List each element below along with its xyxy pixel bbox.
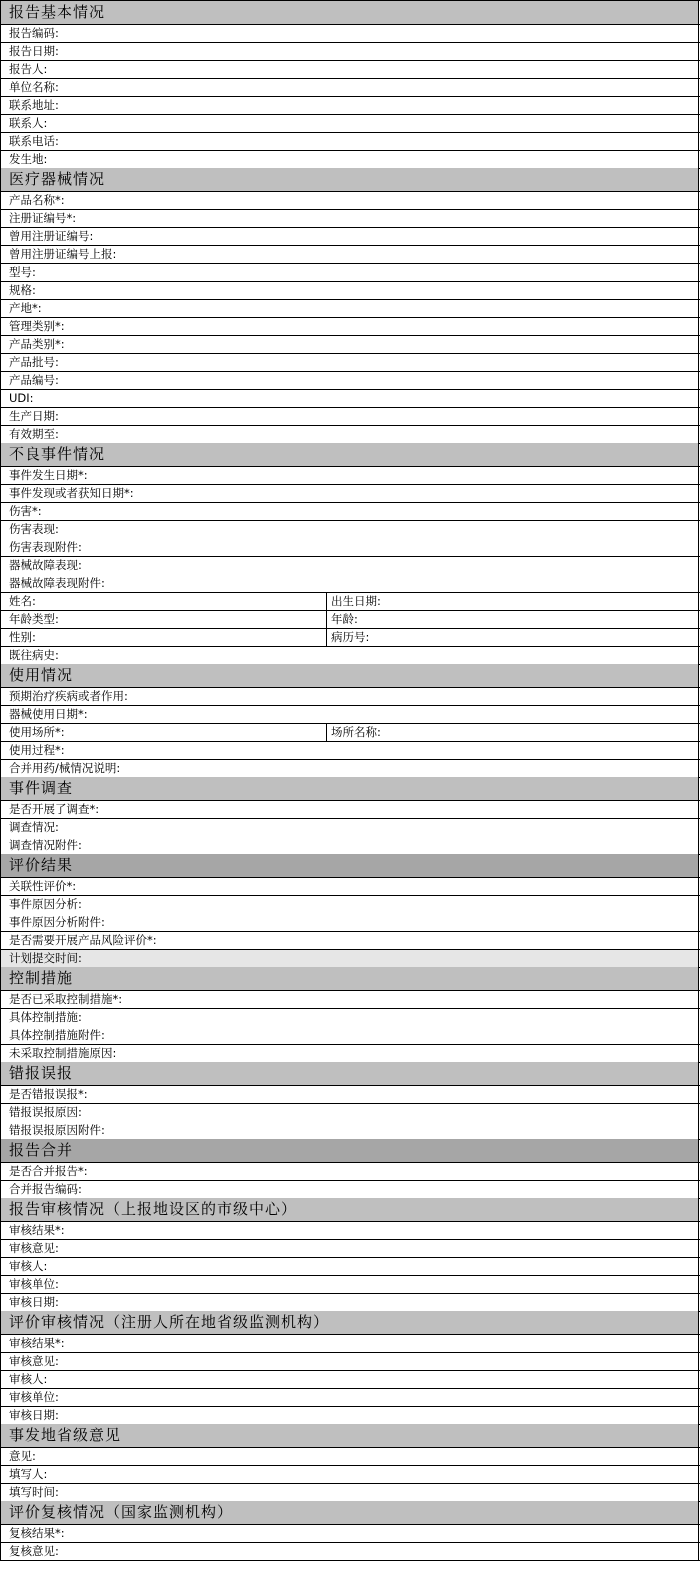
field-label: 产品批号: xyxy=(9,355,59,369)
field-label: 器械故障表现附件: xyxy=(9,576,105,590)
form-row xyxy=(1,133,698,150)
field-label: 事件原因分析: xyxy=(9,897,82,911)
form-row xyxy=(1,819,698,836)
field-label-right: 病历号: xyxy=(331,630,370,644)
field-label: 事件发生日期*: xyxy=(9,468,88,482)
form-row xyxy=(1,354,698,371)
field-label: 具体控制措施附件: xyxy=(9,1028,105,1042)
form-row xyxy=(1,1525,698,1542)
column-divider xyxy=(0,0,1,1561)
section-header xyxy=(1,1,698,24)
field-label: 姓名: xyxy=(9,594,36,608)
field-label: 关联性评价*: xyxy=(9,879,77,893)
form-row xyxy=(1,1294,698,1311)
column-divider xyxy=(698,0,699,1561)
field-label: 既往病史: xyxy=(9,648,59,662)
field-label: 报告人: xyxy=(9,62,48,76)
field-label: 伤害*: xyxy=(9,504,42,518)
form-row xyxy=(1,485,698,502)
form-row xyxy=(1,932,698,949)
form-row xyxy=(1,264,698,281)
form-row xyxy=(1,467,698,484)
form-row xyxy=(1,282,698,299)
form-row xyxy=(1,408,698,425)
field-label: 复核意见: xyxy=(9,1544,59,1558)
form-row xyxy=(1,896,698,913)
section-title: 评价结果 xyxy=(9,856,74,874)
form-row xyxy=(1,43,698,60)
field-label: 错报误报原因附件: xyxy=(9,1123,105,1137)
section-title: 医疗器械情况 xyxy=(9,170,106,188)
field-label: 审核日期: xyxy=(9,1295,59,1309)
field-label: 有效期至: xyxy=(9,427,59,441)
field-label: 使用场所*: xyxy=(9,725,65,739)
form-row xyxy=(1,1222,698,1239)
section-title: 使用情况 xyxy=(9,666,74,684)
section-header xyxy=(1,443,698,466)
form-row xyxy=(1,647,698,664)
form-row xyxy=(1,575,698,592)
section-title: 评价审核情况（注册人所在地省级监测机构） xyxy=(9,1313,330,1331)
form-row xyxy=(1,1027,698,1044)
form-row xyxy=(1,688,698,705)
field-label: 联系地址: xyxy=(9,98,59,112)
form-row xyxy=(1,1371,698,1388)
form-row xyxy=(1,390,698,407)
field-label: 性别: xyxy=(9,630,36,644)
form-row xyxy=(1,1045,698,1062)
form-row xyxy=(1,742,698,759)
form-row xyxy=(1,557,698,574)
field-label: 发生地: xyxy=(9,152,48,166)
form-row xyxy=(1,1543,698,1560)
field-label: 填写时间: xyxy=(9,1485,59,1499)
section-header xyxy=(1,854,698,877)
field-label: 伤害表现附件: xyxy=(9,540,82,554)
section-header xyxy=(1,1501,698,1524)
field-label: 曾用注册证编号上报: xyxy=(9,247,117,261)
form-row xyxy=(1,878,698,895)
form-row xyxy=(1,97,698,114)
form-row xyxy=(1,1181,698,1198)
form-row xyxy=(1,1240,698,1257)
form-row xyxy=(1,1258,698,1275)
field-label: 伤害表现: xyxy=(9,522,59,536)
field-label: 错报误报原因: xyxy=(9,1105,82,1119)
form-row xyxy=(1,1466,698,1483)
form-row xyxy=(1,300,698,317)
section-header xyxy=(1,1062,698,1085)
form-row xyxy=(1,1276,698,1293)
form-row xyxy=(1,837,698,854)
form-row xyxy=(1,593,698,610)
section-title: 错报误报 xyxy=(9,1064,74,1082)
field-label: UDI: xyxy=(9,391,34,405)
field-label: 年龄类型: xyxy=(9,612,59,626)
field-label: 生产日期: xyxy=(9,409,59,423)
section-title: 事件调查 xyxy=(9,779,74,797)
section-header xyxy=(1,1139,698,1162)
field-label: 单位名称: xyxy=(9,80,59,94)
section-header xyxy=(1,168,698,191)
field-label: 产品类别*: xyxy=(9,337,65,351)
field-label-right: 场所名称: xyxy=(331,725,381,739)
form-row xyxy=(1,372,698,389)
form-row xyxy=(1,611,698,628)
section-header xyxy=(1,1424,698,1447)
field-label: 合并用药/械情况说明: xyxy=(9,761,121,775)
field-label: 调查情况: xyxy=(9,820,59,834)
field-label: 联系人: xyxy=(9,116,48,130)
form-row xyxy=(1,539,698,556)
field-label: 事件发现或者获知日期*: xyxy=(9,486,134,500)
section-header xyxy=(1,1311,698,1334)
field-label: 具体控制措施: xyxy=(9,1010,82,1024)
form-row xyxy=(1,801,698,818)
form-row xyxy=(1,1086,698,1103)
field-label: 意见: xyxy=(9,1449,36,1463)
section-title: 控制措施 xyxy=(9,969,74,987)
form-row xyxy=(1,760,698,777)
form-row xyxy=(1,318,698,335)
field-label: 使用过程*: xyxy=(9,743,65,757)
form-row xyxy=(1,1448,698,1465)
field-label: 产品名称*: xyxy=(9,193,65,207)
form-row xyxy=(1,1009,698,1026)
form-row xyxy=(1,25,698,42)
field-label: 计划提交时间: xyxy=(9,951,82,965)
form-row xyxy=(1,914,698,931)
form-row xyxy=(1,1353,698,1370)
field-label: 审核人: xyxy=(9,1372,48,1386)
field-label: 审核结果*: xyxy=(9,1223,65,1237)
form-row xyxy=(1,1122,698,1139)
form-row xyxy=(1,991,698,1008)
section-header xyxy=(1,777,698,800)
form-row xyxy=(1,521,698,538)
form-row xyxy=(1,336,698,353)
row-divider xyxy=(0,1560,700,1561)
form-row xyxy=(1,1163,698,1180)
field-label: 管理类别*: xyxy=(9,319,65,333)
section-title: 评价复核情况（国家监测机构） xyxy=(9,1503,234,1521)
form-row xyxy=(1,1389,698,1406)
field-label: 审核意见: xyxy=(9,1241,59,1255)
form-row xyxy=(1,210,698,227)
section-header xyxy=(1,664,698,687)
field-label: 未采取控制措施原因: xyxy=(9,1046,117,1060)
field-label-right: 出生日期: xyxy=(331,594,381,608)
section-header xyxy=(1,967,698,990)
section-title: 不良事件情况 xyxy=(9,445,106,463)
form-row xyxy=(1,151,698,168)
field-label: 审核结果*: xyxy=(9,1336,65,1350)
form-row xyxy=(1,61,698,78)
field-label: 填写人: xyxy=(9,1467,48,1481)
field-label: 器械故障表现: xyxy=(9,558,82,572)
section-title: 事发地省级意见 xyxy=(9,1426,122,1444)
field-label: 报告编码: xyxy=(9,26,59,40)
field-label: 合并报告编码: xyxy=(9,1182,82,1196)
form-row xyxy=(1,192,698,209)
field-label: 是否开展了调查*: xyxy=(9,802,100,816)
field-label: 产地*: xyxy=(9,301,42,315)
field-label: 审核单位: xyxy=(9,1277,59,1291)
form-row xyxy=(1,1104,698,1121)
field-label: 复核结果*: xyxy=(9,1526,65,1540)
form-row xyxy=(1,1484,698,1501)
form-row xyxy=(1,629,698,646)
field-label: 是否合并报告*: xyxy=(9,1164,88,1178)
form-row xyxy=(1,115,698,132)
field-label: 预期治疗疾病或者作用: xyxy=(9,689,128,703)
form-row xyxy=(1,228,698,245)
form-row xyxy=(1,950,698,967)
field-label: 是否已采取控制措施*: xyxy=(9,992,123,1006)
field-label: 注册证编号*: xyxy=(9,211,77,225)
field-label: 曾用注册证编号: xyxy=(9,229,94,243)
field-label: 是否错报误报*: xyxy=(9,1087,88,1101)
section-title: 报告合并 xyxy=(9,1141,74,1159)
field-label: 审核人: xyxy=(9,1259,48,1273)
form-row xyxy=(1,724,698,741)
form-row xyxy=(1,79,698,96)
form-row xyxy=(1,1335,698,1352)
field-label: 联系电话: xyxy=(9,134,59,148)
field-label: 报告日期: xyxy=(9,44,59,58)
form-row xyxy=(1,426,698,443)
section-title: 报告审核情况（上报地设区的市级中心） xyxy=(9,1200,298,1218)
field-label: 器械使用日期*: xyxy=(9,707,88,721)
field-label: 事件原因分析附件: xyxy=(9,915,105,929)
section-header xyxy=(1,1198,698,1221)
form-row xyxy=(1,503,698,520)
field-label: 是否需要开展产品风险评价*: xyxy=(9,933,157,947)
section-title: 报告基本情况 xyxy=(9,3,106,21)
form-row xyxy=(1,1407,698,1424)
form-row xyxy=(1,706,698,723)
field-label: 规格: xyxy=(9,283,36,297)
field-label: 产品编号: xyxy=(9,373,59,387)
field-label: 审核意见: xyxy=(9,1354,59,1368)
field-label: 调查情况附件: xyxy=(9,838,82,852)
field-label: 型号: xyxy=(9,265,36,279)
form-row xyxy=(1,246,698,263)
field-label: 审核单位: xyxy=(9,1390,59,1404)
field-label-right: 年龄: xyxy=(331,612,358,626)
field-label: 审核日期: xyxy=(9,1408,59,1422)
